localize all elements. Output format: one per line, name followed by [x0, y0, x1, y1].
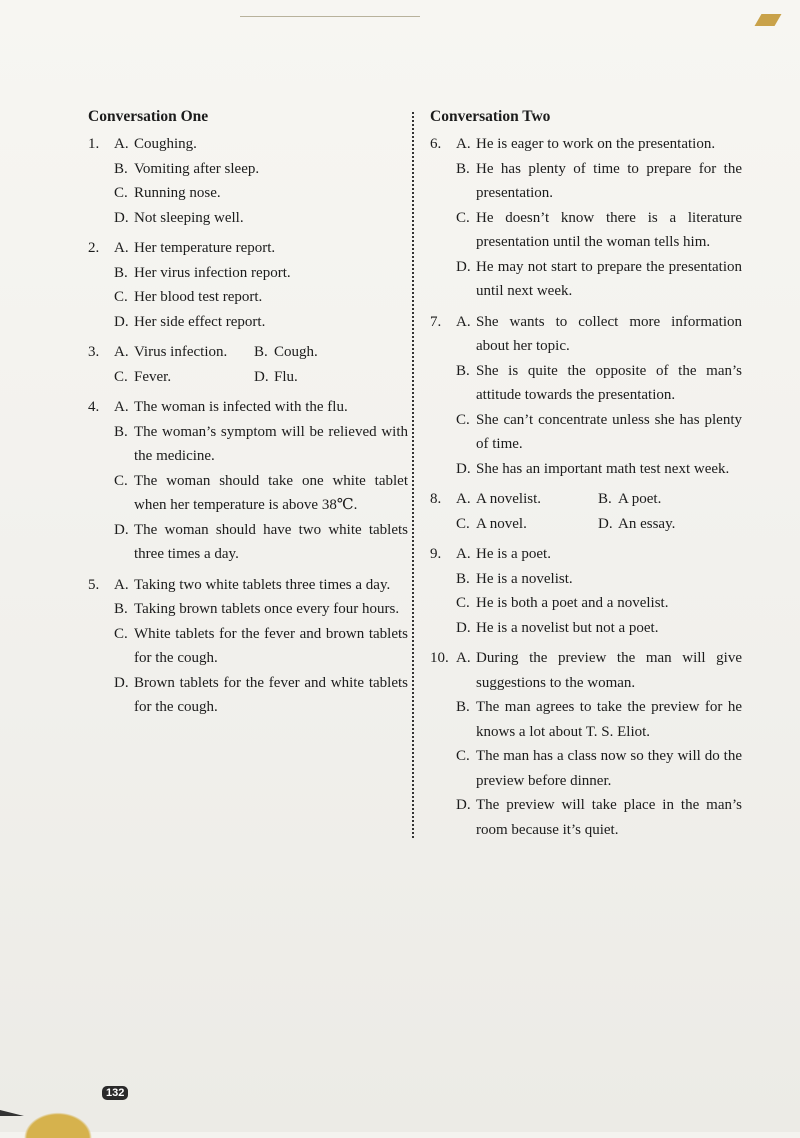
option-text: He is both a poet and a novelist.: [476, 595, 669, 611]
option-text: He may not start to prepare the presentation until next week.: [476, 258, 742, 299]
option-text: Not sleeping well.: [134, 209, 244, 226]
section-heading: Conversation Two: [430, 108, 551, 125]
option-text: Her temperature report.: [134, 240, 276, 256]
option-letter: C.: [114, 368, 128, 385]
option-d: [114, 671, 408, 720]
option-d: [114, 310, 408, 335]
option-letter: B.: [456, 699, 470, 715]
option-b: [456, 359, 742, 408]
option-text: Running nose.: [134, 185, 221, 201]
page-number: 132: [102, 1086, 128, 1100]
option-a: [456, 542, 742, 567]
option-text: The woman is infected with the flu.: [134, 399, 348, 415]
option-c: [114, 622, 408, 671]
option-c: [456, 591, 742, 616]
option-letter: B.: [114, 160, 128, 177]
option-text: The woman should take one white tablet when her temperature is above 38℃.: [134, 472, 408, 513]
option-b: [254, 340, 318, 365]
option-text: A poet.: [618, 491, 662, 507]
option-letter: B.: [456, 362, 470, 379]
option-letter: C.: [456, 209, 470, 226]
option-letter: B.: [456, 160, 470, 177]
option-letter: A.: [114, 399, 129, 415]
option-letter: D.: [598, 515, 613, 532]
option-letter: A.: [456, 546, 471, 562]
option-b: [598, 487, 661, 512]
option-d: [598, 512, 675, 537]
option-text: Brown tablets for the fever and white tablets for the cough.: [134, 674, 408, 715]
question-number: 8.: [430, 491, 442, 507]
option-text: Her blood test report.: [134, 289, 263, 305]
option-letter: A.: [114, 576, 129, 593]
option-text: She wants to collect more information about her topic.: [476, 313, 742, 354]
option-a: [456, 487, 598, 512]
option-b: [114, 420, 408, 469]
question-number: 2.: [88, 240, 100, 256]
option-letter: D.: [254, 368, 269, 385]
question-7: [430, 310, 742, 482]
question-3: [88, 340, 408, 389]
option-letter: C.: [456, 748, 470, 764]
option-text: She has an important math test next week.: [476, 460, 730, 477]
question-5: [88, 573, 408, 720]
option-text: The man agrees to take the preview for he knows a lot about T. S. Eliot.: [476, 699, 742, 740]
option-b: [114, 157, 408, 182]
option-text: Virus infection.: [134, 344, 228, 360]
question-number: 5.: [88, 576, 100, 593]
question-number: 10.: [430, 650, 449, 666]
option-a: [456, 310, 742, 359]
option-text: Her side effect report.: [134, 313, 266, 330]
option-letter: B.: [114, 264, 128, 281]
option-text: Cough.: [274, 344, 318, 360]
option-b: [456, 567, 742, 592]
question-number: 1.: [88, 136, 100, 152]
question-number: 4.: [88, 399, 100, 415]
option-text: Vomiting after sleep.: [134, 160, 260, 177]
option-d: [254, 365, 298, 390]
option-text: He is a poet.: [476, 546, 551, 562]
option-text: A novelist.: [476, 491, 542, 507]
option-letter: C.: [456, 515, 470, 532]
question-6: [430, 132, 742, 304]
option-d: [456, 255, 742, 304]
top-rule: [240, 16, 420, 17]
option-d: [456, 616, 742, 641]
option-c: [456, 512, 598, 537]
option-a: [114, 132, 408, 157]
option-d: [456, 457, 742, 482]
option-c: [114, 285, 408, 310]
option-letter: B.: [598, 491, 612, 507]
option-b: [114, 597, 408, 622]
option-letter: A.: [456, 650, 471, 666]
option-letter: A.: [456, 136, 471, 152]
question-number: 6.: [430, 136, 442, 152]
option-text: Her virus infection report.: [134, 264, 291, 281]
option-letter: C.: [114, 289, 128, 305]
option-letter: A.: [114, 136, 129, 152]
option-text: White tablets for the fever and brown tablets for the cough.: [134, 625, 408, 666]
corner-decoration: [18, 1108, 98, 1138]
option-text: Fever.: [134, 368, 172, 385]
option-letter: D.: [114, 674, 129, 691]
option-letter: D.: [114, 209, 129, 226]
question-1: [88, 132, 408, 230]
option-text: Taking brown tablets once every four hours.: [134, 601, 400, 617]
option-letter: B.: [254, 344, 268, 360]
option-text: A novel.: [476, 515, 527, 532]
option-text: She can’t concentrate unless she has plenty of time.: [476, 411, 742, 452]
option-a: [114, 573, 408, 598]
corner-mark: [755, 14, 782, 26]
option-text: Coughing.: [134, 136, 197, 152]
option-text: An essay.: [618, 515, 676, 532]
option-letter: A.: [114, 344, 129, 360]
section-heading: Conversation One: [88, 108, 209, 125]
option-letter: D.: [456, 797, 471, 813]
option-text: The woman should have two white tablets three times a day.: [134, 521, 408, 562]
option-d: [114, 206, 408, 231]
option-c: [456, 408, 742, 457]
option-text: The man has a class now so they will do the preview before dinner.: [476, 748, 742, 789]
option-letter: A.: [456, 491, 471, 507]
option-d: [456, 793, 742, 842]
option-letter: A.: [114, 240, 129, 256]
question-2: [88, 236, 408, 334]
option-letter: B.: [114, 601, 128, 617]
option-letter: B.: [114, 423, 128, 440]
option-b: [456, 157, 742, 206]
option-letter: C.: [114, 472, 128, 489]
question-8: [430, 487, 742, 536]
option-letter: A.: [456, 313, 471, 330]
option-letter: D.: [456, 619, 471, 636]
option-c: [114, 365, 254, 390]
option-b: [114, 261, 408, 286]
option-letter: C.: [114, 625, 128, 642]
option-text: He is a novelist but not a poet.: [476, 619, 659, 636]
option-c: [456, 744, 742, 793]
option-text: He doesn’t know there is a literature presentation until the woman tells him.: [476, 209, 742, 250]
option-text: He has plenty of time to prepare for the presentation.: [476, 160, 742, 201]
question-4: [88, 395, 408, 567]
question-9: [430, 542, 742, 640]
question-number: 9.: [430, 546, 442, 562]
question-10: [430, 646, 742, 842]
option-text: He is eager to work on the presentation.: [476, 136, 716, 152]
column-divider: [412, 112, 414, 838]
option-d: [114, 518, 408, 567]
option-text: Taking two white tablets three times a day.: [134, 576, 391, 593]
option-letter: C.: [456, 595, 470, 611]
option-a: [114, 340, 254, 365]
option-letter: C.: [456, 411, 470, 428]
option-letter: D.: [114, 521, 129, 538]
option-text: He is a novelist.: [476, 570, 573, 587]
option-a: [456, 646, 742, 695]
option-b: [456, 695, 742, 744]
option-letter: C.: [114, 185, 128, 201]
option-a: [114, 236, 408, 261]
option-c: [114, 181, 408, 206]
option-text: During the preview the man will give suggestions to the woman.: [476, 650, 742, 691]
question-number: 7.: [430, 313, 442, 330]
left-column: [88, 108, 408, 720]
option-text: The woman’s symptom will be relieved with the medicine.: [134, 423, 408, 464]
option-a: [456, 132, 742, 157]
option-text: She is quite the opposite of the man’s attitude towards the presentation.: [476, 362, 742, 403]
right-column: [430, 108, 742, 842]
option-letter: B.: [456, 570, 470, 587]
option-text: Flu.: [274, 368, 298, 385]
option-a: [114, 395, 408, 420]
option-c: [114, 469, 408, 518]
option-letter: D.: [114, 313, 129, 330]
option-letter: D.: [456, 460, 471, 477]
option-letter: D.: [456, 258, 471, 275]
question-number: 3.: [88, 344, 100, 360]
option-c: [456, 206, 742, 255]
option-text: The preview will take place in the man’s room because it’s quiet.: [476, 797, 742, 838]
